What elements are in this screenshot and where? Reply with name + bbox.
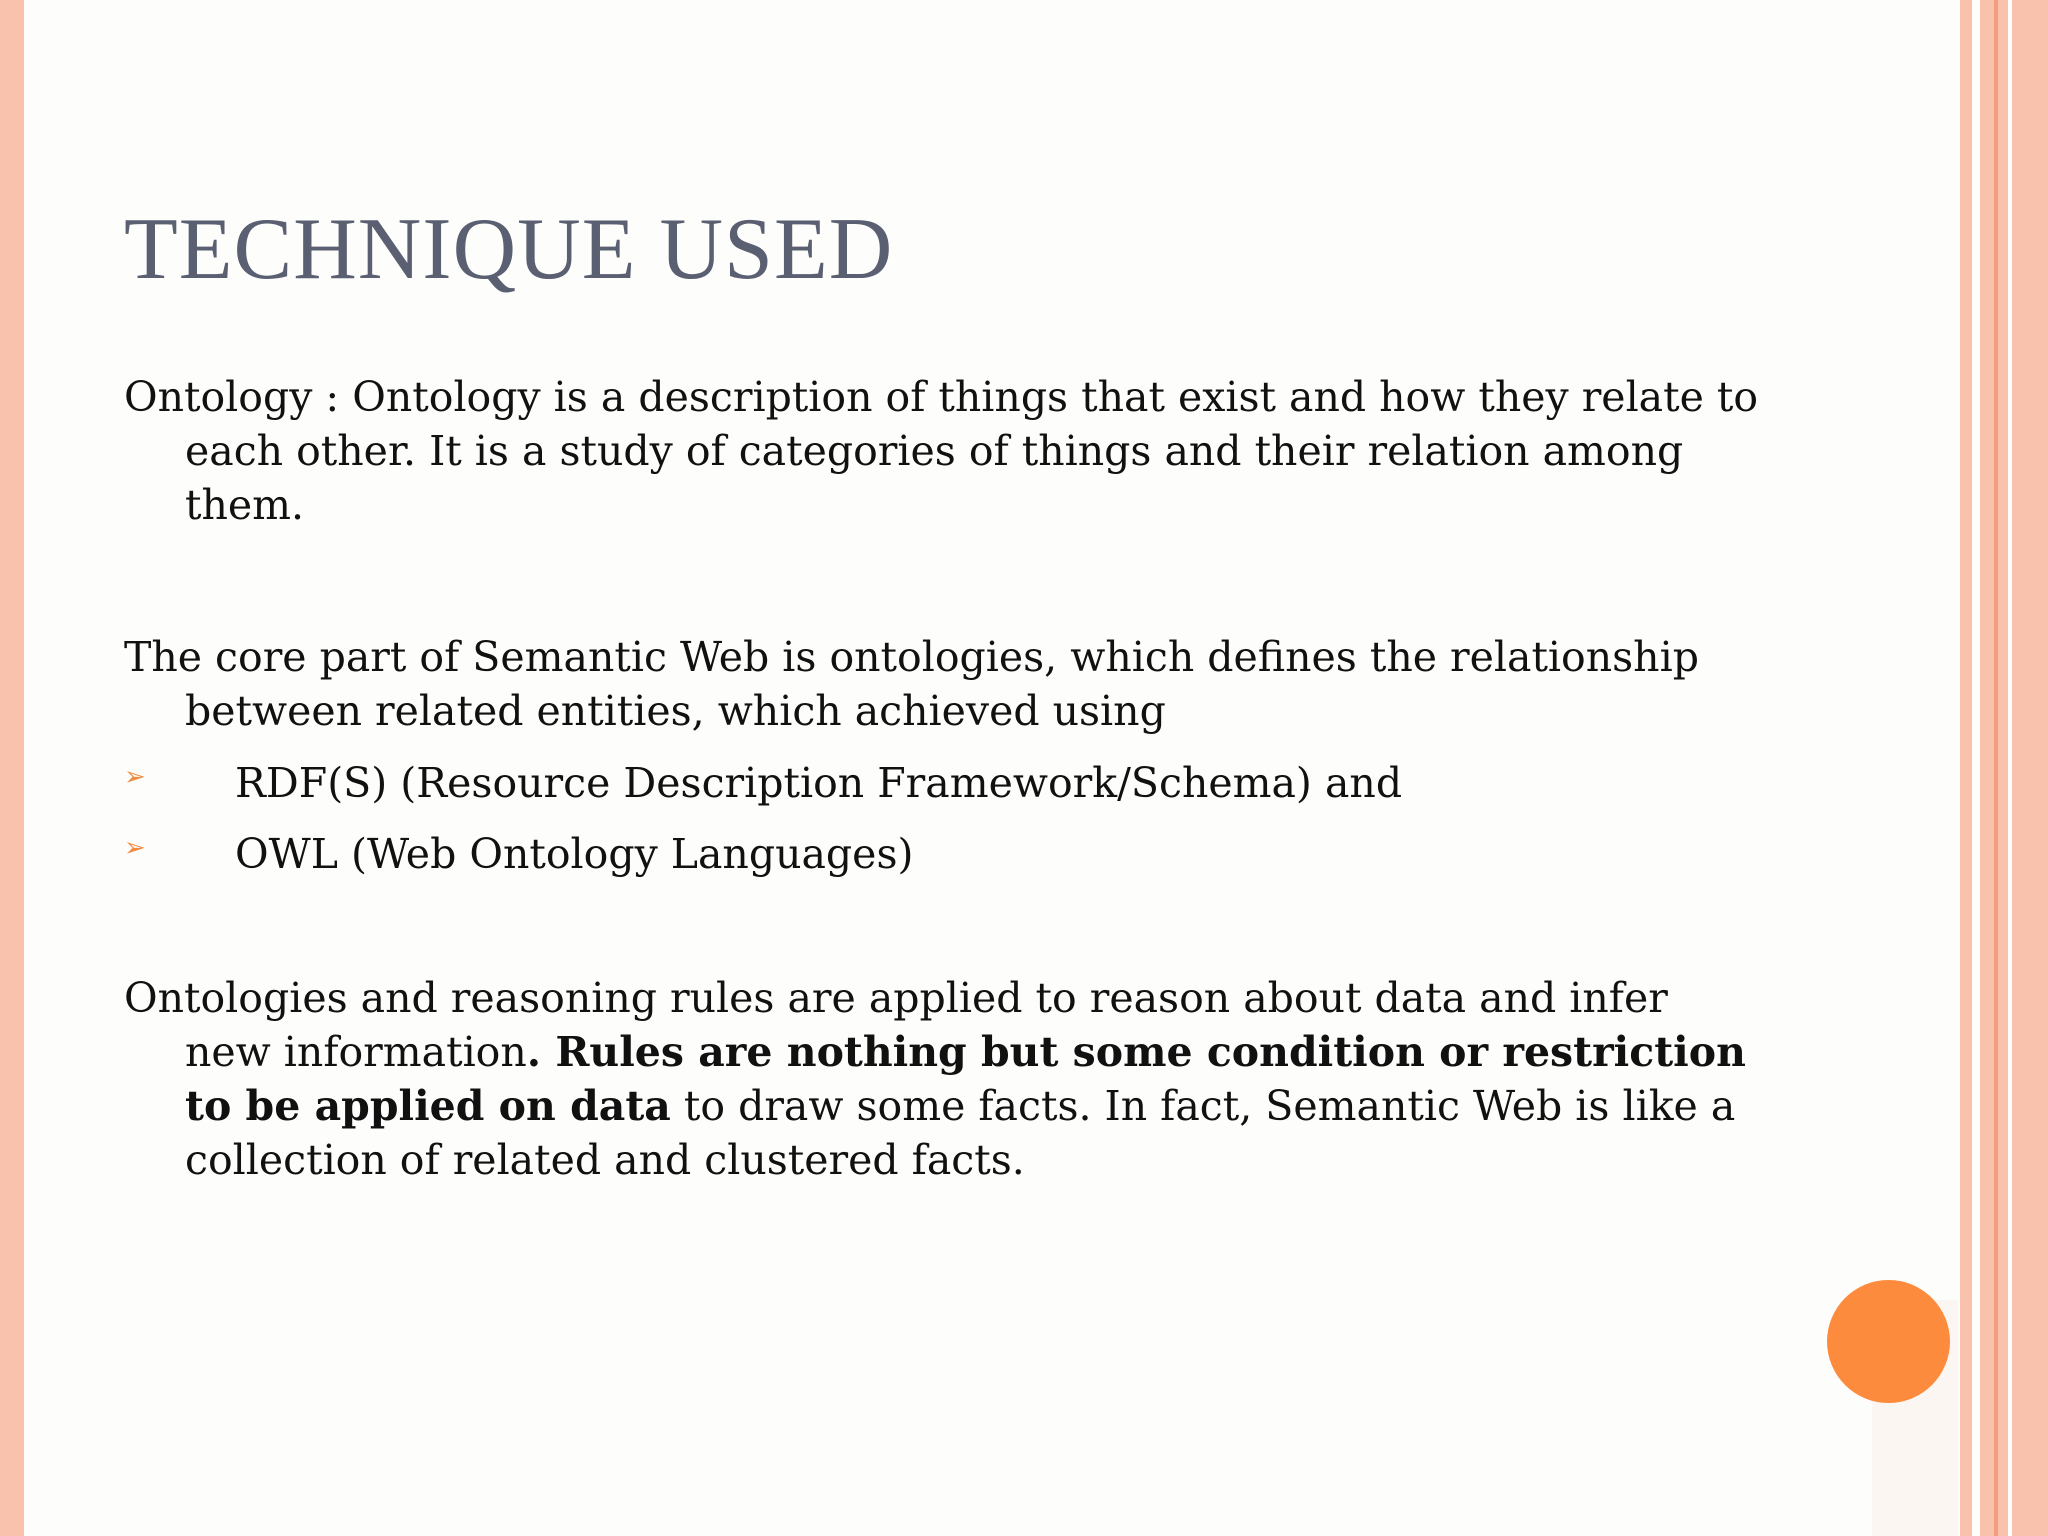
right-border-bar (2012, 0, 2048, 1536)
right-border-bar (1998, 0, 2008, 1536)
arrow-bullet-icon: ➢ (124, 762, 146, 792)
right-border-bar (1980, 0, 1994, 1536)
reasoning-paragraph (124, 971, 1764, 1187)
list-item (124, 827, 1764, 881)
slide-title: TECHNIQUE USED (124, 201, 894, 298)
list-item (124, 756, 1764, 810)
left-border-bar (0, 0, 24, 1536)
arrow-bullet-icon: ➢ (124, 833, 146, 863)
semantic-web-paragraph: The core part of Semantic Web is ontologies, which defines the relationship between related entities, which achieved using (124, 633, 1699, 735)
right-border-bar (1960, 0, 1972, 1536)
accent-circle (1827, 1280, 1950, 1403)
reasoning-text-end: to draw some facts. In fact, Semantic Web is like a collection of related and clustered facts. (185, 1082, 1736, 1184)
slide-body (124, 370, 1764, 1187)
list-item-text: OWL (Web Ontology Languages) (235, 830, 914, 878)
technology-list (124, 756, 1764, 881)
ontology-definition-paragraph: Ontology : Ontology is a description of things that exist and how they relate to each other. It is a study of categories of things and their relation among them. (124, 373, 1759, 529)
reasoning-bold-text: . Rules are nothing but some condition or restriction to be applied on data (185, 1028, 1746, 1130)
reasoning-text: Ontologies and reasoning rules are applied to reason about data and infer new information (124, 974, 1668, 1076)
list-item-text: RDF(S) (Resource Description Framework/Schema) and (235, 759, 1403, 807)
